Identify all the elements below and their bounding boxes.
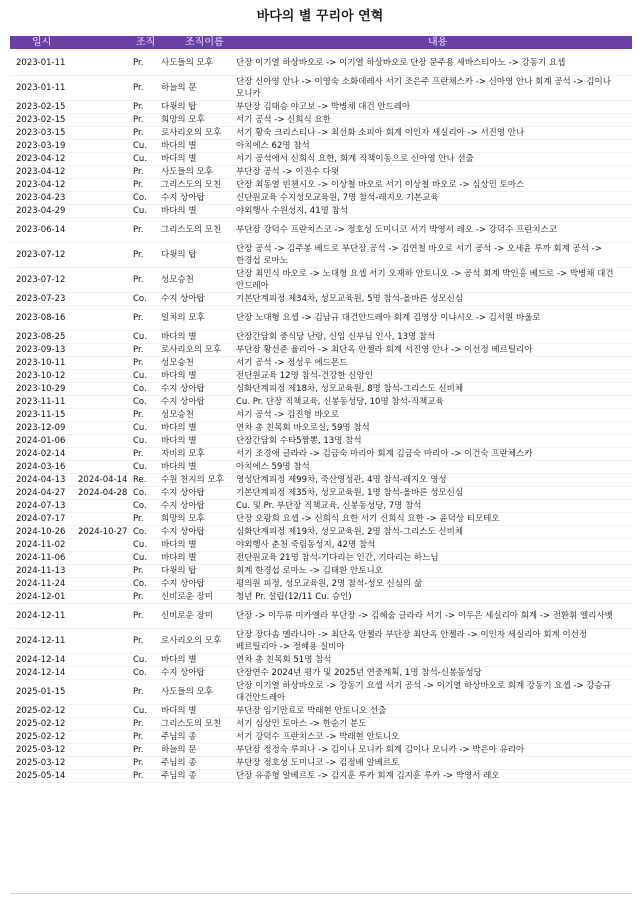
row-org-type: Pr.	[133, 410, 144, 420]
row-date: 2023-03-19	[16, 141, 66, 151]
row-content: 신단원교육 수지성모교육원, 7명 참석-레지오 기본교육	[236, 193, 439, 203]
row-org-type: Co.	[133, 579, 147, 589]
row-date: 2023-04-12	[16, 167, 66, 177]
row-content: 단장 오광희 요셉 -> 신희식 요한 서기 신희식 요한 -> 윤덕상 티모테오	[236, 514, 500, 524]
table-row	[10, 705, 632, 718]
row-org-name: 바다의 별	[161, 462, 197, 472]
table-row	[10, 591, 632, 604]
row-org-type: Pr.	[133, 180, 144, 190]
header-org: 조직	[136, 37, 156, 48]
row-org-type: Pr.	[133, 115, 144, 125]
row-date: 2024-12-01	[16, 592, 66, 602]
row-content: 부단장 정정숙 루피나 -> 김이나 모니카 회계 김이나 모니카 -> 박은아 유리아	[236, 745, 525, 755]
row-org-name: 다윗의 탑	[161, 102, 197, 112]
row-content: 단장연수 2024년 평가 및 2025년 연중계획, 1명 참석-신봉동성당	[236, 668, 482, 678]
row-org-name: 바다의 별	[161, 540, 197, 550]
row-content: 서기 공석 -> 정성우 에드몬드	[236, 358, 348, 368]
table-row	[10, 654, 632, 667]
row-date: 2024-12-11	[16, 636, 66, 646]
row-date: 2025-02-12	[16, 719, 66, 729]
table-row	[10, 370, 632, 383]
row-org-name: 사도들의 모후	[161, 167, 213, 177]
row-org-type: Cu.	[133, 706, 148, 716]
row-content: 전단원교육 21명 참석-기다리는 인간, 기다리는 하느님	[236, 553, 439, 563]
row-org-type: Co.	[133, 488, 147, 498]
row-date: 2023-10-29	[16, 384, 66, 394]
table-row	[10, 487, 632, 500]
table-row	[10, 448, 632, 461]
table-row	[10, 539, 632, 552]
history-table-body	[10, 51, 632, 783]
row-org-type: Pr.	[133, 514, 144, 524]
row-org-name: 주님의 종	[161, 771, 197, 781]
row-content: 전단원교육 12명 참석-건강한 신앙인	[236, 371, 373, 381]
table-row	[10, 114, 632, 127]
row-org-name: 수지 상아탑	[161, 501, 205, 511]
row-content: Cu. Pr. 단장 직책교육, 신봉동성당, 10명 참석-직책교육	[236, 397, 444, 407]
row-org-name: 로사리오의 모후	[161, 345, 222, 355]
row-org-name: 바다의 별	[161, 206, 197, 216]
row-org-type: Cu.	[133, 540, 148, 550]
row-content: 심화단계피정 제18차, 성모교육원, 8명 참석-그리스도 신비체	[236, 384, 464, 394]
table-row	[10, 757, 632, 770]
table-row	[10, 513, 632, 526]
table-row	[10, 192, 632, 205]
row-content: 서기 강덕수 프란치스코 -> 박래현 안토니오	[236, 732, 400, 742]
row-date: 2024-04-27	[16, 488, 66, 498]
row-org-name: 자비의 모후	[161, 449, 205, 459]
row-date: 2024-02-14	[16, 449, 66, 459]
row-org-name: 바다의 별	[161, 371, 197, 381]
table-row	[10, 140, 632, 153]
row-date: 2024-11-06	[16, 553, 66, 563]
row-content: 단장간담회 중식당 난랑, 신임 신부님 인사, 13명 참석	[236, 332, 436, 342]
row-date: 2023-08-16	[16, 313, 66, 323]
row-date: 2023-04-23	[16, 193, 66, 203]
row-org-type: Cu.	[133, 553, 148, 563]
row-org-type: Cu.	[133, 371, 148, 381]
row-org-name: 수지 상아탑	[161, 527, 205, 537]
row-date: 2024-10-26	[16, 527, 66, 537]
row-date: 2023-01-11	[16, 83, 66, 93]
row-date: 2023-10-11	[16, 358, 66, 368]
row-org-type: Cu.	[133, 332, 148, 342]
row-content: 아치에스 62명 참석	[236, 141, 310, 151]
row-org-type: Pr.	[133, 128, 144, 138]
table-bottom-divider	[10, 893, 632, 894]
table-row	[10, 127, 632, 140]
row-content: 서기 조경애 글라라 -> 김금숙 마리아 회계 김금숙 마리아 -> 이건숙 프란체스카	[236, 449, 533, 459]
row-content: 단장 최동열 빈첸시오 -> 이상철 바오로 서기 이상철 바오로 -> 심상민 토마스	[236, 180, 525, 190]
row-org-name: 바다의 별	[161, 423, 197, 433]
row-org-type: Pr.	[133, 83, 144, 93]
row-org-name: 로사리오의 모후	[161, 636, 222, 646]
page-title: 바다의 별 꾸리아 연혁	[256, 9, 384, 24]
row-date: 2024-11-02	[16, 540, 66, 550]
row-org-name: 성모승천	[161, 275, 194, 285]
row-date: 2024-11-13	[16, 566, 66, 576]
row-org-name: 수지 상아탑	[161, 488, 205, 498]
row-org-type: Pr.	[133, 745, 144, 755]
table-row	[10, 357, 632, 370]
row-content: 단장 노대형 요셉 -> 김남규 대건안드레아 회계 김영상 이냐시오 -> 김서원 바울로	[236, 313, 541, 323]
row-org-name: 다윗의 탑	[161, 566, 197, 576]
table-row	[10, 578, 632, 591]
row-date: 2024-01-06	[16, 436, 66, 446]
table-row	[10, 331, 632, 344]
row-org-type: Co.	[133, 193, 147, 203]
table-row	[10, 604, 632, 629]
row-end-date: 2024-04-28	[78, 488, 128, 498]
table-row	[10, 422, 632, 435]
row-content: Cu. 및 Pr. 부단장 직책교육, 신봉동성당, 7명 참석	[236, 501, 422, 511]
table-row	[10, 344, 632, 357]
row-date: 2024-12-11	[16, 611, 66, 621]
row-org-type: Pr.	[133, 167, 144, 177]
row-org-type: Co.	[133, 668, 147, 678]
row-date: 2024-12-14	[16, 655, 66, 665]
row-org-name: 바다의 별	[161, 332, 197, 342]
row-org-type: Pr.	[133, 345, 144, 355]
row-org-name: 신비로운 장미	[161, 592, 213, 602]
row-org-type: Pr.	[133, 358, 144, 368]
row-org-type: Pr.	[133, 566, 144, 576]
table-row	[10, 166, 632, 179]
row-org-type: Pr.	[133, 636, 144, 646]
row-content: 연차 총 친목회 바오로실, 59명 참석	[236, 423, 370, 433]
row-org-name: 성모승천	[161, 358, 194, 368]
row-org-name: 하늘의 문	[161, 83, 197, 93]
row-content: 부단장 김태승 야고보 -> 박병채 대건 안드레아	[236, 102, 411, 112]
row-org-type: Cu.	[133, 154, 148, 164]
row-org-name: 수지 상아탑	[161, 294, 205, 304]
row-org-name: 수지 상아탑	[161, 579, 205, 589]
row-date: 2024-07-13	[16, 501, 66, 511]
row-org-name: 주님의 종	[161, 732, 197, 742]
row-date: 2023-11-15	[16, 410, 66, 420]
row-org-type: Pr.	[133, 592, 144, 602]
table-row	[10, 293, 632, 306]
table-row	[10, 243, 632, 268]
row-content: 단장 이기열 하상바오로 -> 강동기 요셉 서기 공석 -> 이기열 하상바오로 회계 강동기 요셉 -> 강승규 대건안드레아	[236, 681, 611, 703]
table-row	[10, 435, 632, 448]
row-org-name: 바다의 별	[161, 655, 197, 665]
table-row	[10, 770, 632, 783]
row-content: 서기 공석 -> 김진형 바오로	[236, 410, 340, 420]
row-content: 서기 황숙 크리스티나 -> 최선화 소피아 회계 이인자 세실리아 -> 서진영 안나	[236, 128, 525, 138]
row-org-type: Co.	[133, 294, 147, 304]
table-row	[10, 218, 632, 243]
row-date: 2024-11-24	[16, 579, 66, 589]
row-date: 2024-12-14	[16, 668, 66, 678]
row-content: 기본단계피정 제35차, 성모교육원, 1명 참석-올바른 성모신심	[236, 488, 464, 498]
row-org-type: Pr.	[133, 771, 144, 781]
table-row	[10, 205, 632, 218]
row-date: 2023-04-12	[16, 180, 66, 190]
row-date: 2025-05-14	[16, 771, 66, 781]
row-content: 단장간담회 수타5짬뽕, 13명 참석	[236, 436, 362, 446]
row-org-type: Pr.	[133, 449, 144, 459]
row-org-type: Cu.	[133, 206, 148, 216]
row-date: 2025-02-12	[16, 706, 66, 716]
row-date: 2023-02-15	[16, 102, 66, 112]
row-org-name: 수지 상아탑	[161, 397, 205, 407]
table-row	[10, 629, 632, 654]
header-date: 일시	[32, 37, 52, 48]
row-date: 2023-12-09	[16, 423, 66, 433]
row-org-name: 바다의 별	[161, 436, 197, 446]
row-org-name: 다윗의 탑	[161, 250, 197, 260]
row-content: 단장 최민식 바오로 -> 노대형 요셉 서기 오재하 안토니오 -> 공석 회계 박인홍 베드로 -> 박병채 대건 안드레아	[236, 269, 614, 291]
row-date: 2023-07-23	[16, 294, 66, 304]
row-org-type: Co.	[133, 397, 147, 407]
row-date: 2023-08-25	[16, 332, 66, 342]
row-content: 서기 공석 -> 신희식 요한	[236, 115, 331, 125]
row-org-type: Pr.	[133, 58, 144, 68]
row-org-type: Pr.	[133, 250, 144, 260]
row-org-type: Pr.	[133, 687, 144, 697]
table-row	[10, 396, 632, 409]
row-org-name: 그리스도의 모친	[161, 180, 222, 190]
table-row	[10, 667, 632, 680]
row-date: 2023-06-14	[16, 225, 66, 235]
row-org-type: Pr.	[133, 102, 144, 112]
row-date: 2023-03-15	[16, 128, 66, 138]
row-content: 부단장 정호성 도미니코 -> 김정배 알베르토	[236, 758, 400, 768]
row-date: 2023-07-12	[16, 250, 66, 260]
row-date: 2024-07-17	[16, 514, 66, 524]
row-date: 2023-10-12	[16, 371, 66, 381]
row-org-name: 성모승천	[161, 410, 194, 420]
table-row	[10, 383, 632, 396]
row-content: 부단장 황선준 율리아 -> 최단옥 안젤라 회계 서진영 안나 -> 이선정 베르틸리아	[236, 345, 533, 355]
row-date: 2025-03-12	[16, 758, 66, 768]
row-org-name: 그리스도의 모친	[161, 225, 222, 235]
table-row	[10, 51, 632, 76]
row-date: 2023-04-29	[16, 206, 66, 216]
row-org-name: 일치의 모후	[161, 313, 205, 323]
row-org-name: 수원 천지의 모후	[161, 475, 224, 485]
table-row	[10, 565, 632, 578]
row-org-type: Re.	[133, 475, 147, 485]
row-content: 기본단계피정 제34차, 성모교육원, 5명 참석-올바른 성모신심	[236, 294, 464, 304]
row-date: 2025-01-15	[16, 687, 66, 697]
row-org-type: Pr.	[133, 732, 144, 742]
table-header	[10, 36, 632, 49]
row-org-type: Pr.	[133, 719, 144, 729]
table-row	[10, 101, 632, 114]
table-row	[10, 461, 632, 474]
table-row	[10, 409, 632, 422]
row-date: 2025-03-12	[16, 745, 66, 755]
header-org-name: 조직이름	[185, 37, 224, 48]
row-date: 2023-04-12	[16, 154, 66, 164]
table-row	[10, 718, 632, 731]
row-org-name: 주님의 종	[161, 758, 197, 768]
header-content: 내용	[428, 37, 448, 48]
row-org-type: Pr.	[133, 611, 144, 621]
table-row	[10, 306, 632, 331]
row-org-name: 신비로운 장미	[161, 611, 213, 621]
row-org-type: Cu.	[133, 423, 148, 433]
row-org-type: Pr.	[133, 758, 144, 768]
row-date: 2024-03-16	[16, 462, 66, 472]
table-row	[10, 680, 632, 705]
table-row	[10, 179, 632, 192]
row-date: 2023-07-12	[16, 275, 66, 285]
row-org-name: 수지 상아탑	[161, 668, 205, 678]
row-content: 단장 이기열 하상바오로 -> 이기열 하상바오로 단장 문주용 세바스티아노 -> 강동기 요셉	[236, 58, 566, 68]
table-row	[10, 731, 632, 744]
row-org-type: Cu.	[133, 436, 148, 446]
row-org-type: Pr.	[133, 313, 144, 323]
row-org-type: Pr.	[133, 275, 144, 285]
row-date: 2023-01-11	[16, 58, 66, 68]
row-content: 부단장 공석 -> 이진수 다윗	[236, 167, 340, 177]
row-date: 2025-02-12	[16, 732, 66, 742]
row-date: 2023-09-13	[16, 345, 66, 355]
row-content: 단장 공석 -> 김주봉 베드로 부단장 공석 -> 김연철 바오로 서기 공석 -> 오세윤 루까 회계 공석 -> 한경섭 로마노	[236, 244, 602, 266]
table-row	[10, 552, 632, 565]
row-org-type: Co.	[133, 501, 147, 511]
table-row	[10, 153, 632, 166]
row-date: 2024-04-13	[16, 475, 66, 485]
row-date: 2023-11-11	[16, 397, 66, 407]
row-content: 청년 Pr. 설립(12/11 Cu. 승인)	[236, 592, 352, 602]
row-org-name: 수지 상아탑	[161, 384, 205, 394]
row-org-name: 하늘의 문	[161, 745, 197, 755]
row-content: 부단장 임기만료로 박래현 안토니오 선출	[236, 706, 387, 716]
row-org-name: 바다의 별	[161, 706, 197, 716]
row-content: 야외행사 수원성지, 41명 참석	[236, 206, 348, 216]
row-org-name: 사도들의 모후	[161, 687, 213, 697]
table-row	[10, 744, 632, 757]
row-org-name: 사도들의 모후	[161, 58, 213, 68]
row-content: 회계 한경섭 로마노 -> 김태환 안토니오	[236, 566, 383, 576]
row-date: 2023-02-15	[16, 115, 66, 125]
row-org-name: 수지 상아탑	[161, 193, 205, 203]
row-end-date: 2024-10-27	[78, 527, 128, 537]
row-content: 평의원 피정, 성모교육원, 2명 참석-성모 신심의 삶	[236, 579, 423, 589]
row-org-type: Cu.	[133, 141, 148, 151]
row-content: 단장 장다솜 멜라니아 -> 최단옥 안젤라 부단장 최단옥 안젤라 -> 이인자 세실리아 회계 이선정 베르틸리아 -> 정혜용 실비아	[236, 630, 588, 652]
table-row	[10, 268, 632, 293]
row-content: 단장 유종형 알베르토 -> 김지훈 루카 회계 김지훈 루카 -> 박영서 레오	[236, 771, 500, 781]
row-end-date: 2024-04-14	[78, 475, 128, 485]
row-content: 아치에스 59명 참석	[236, 462, 310, 472]
row-org-type: Cu.	[133, 655, 148, 665]
row-org-name: 바다의 별	[161, 141, 197, 151]
row-org-name: 바다의 별	[161, 154, 197, 164]
row-content: 영성단계피정 제99차, 죽산영성관, 4명 참석-레지오 영성	[236, 475, 447, 485]
row-org-name: 희망의 모후	[161, 115, 205, 125]
row-org-type: Co.	[133, 527, 147, 537]
row-org-name: 바다의 별	[161, 553, 197, 563]
row-org-type: Cu.	[133, 462, 148, 472]
row-content: 야외행사 춘천 죽림동성지, 42명 참석	[236, 540, 376, 550]
row-content: 단장 신아영 안나 -> 이영숙 소화데레사 서기 조은주 프란체스카 -> 신아영 안나 회계 공석 -> 김이나 모니카	[236, 77, 611, 99]
row-content: 심화단계피정 제19차, 성모교육원, 2명 참석-그리스도 신비체	[236, 527, 464, 537]
table-row	[10, 500, 632, 513]
row-content: 부단장 강덕수 프란치스코 -> 정호성 도미니코 서기 박영서 레오 -> 강덕수 프란치스코	[236, 225, 558, 235]
row-org-type: Pr.	[133, 225, 144, 235]
row-org-type: Co.	[133, 384, 147, 394]
table-row	[10, 76, 632, 101]
row-content: 서기 공석에서 신희식 요한, 회계 직책이동으로 신아영 안나 선출	[236, 154, 474, 164]
row-org-name: 로사리오의 모후	[161, 128, 222, 138]
row-org-name: 희망의 모후	[161, 514, 205, 524]
row-content: 단장 -> 이두류 미카엘라 부단장 -> 김혜술 글라라 서기 -> 이두은 세실리아 회계 -> 전환휘 엘리사벳	[236, 611, 613, 621]
table-row	[10, 526, 632, 539]
row-content: 서기 심상민 토마스 -> 한순기 분도	[236, 719, 367, 729]
table-row	[10, 474, 632, 487]
row-content: 연차 총 친목회 51명 참석	[236, 655, 332, 665]
row-org-name: 그리스도의 모친	[161, 719, 222, 729]
